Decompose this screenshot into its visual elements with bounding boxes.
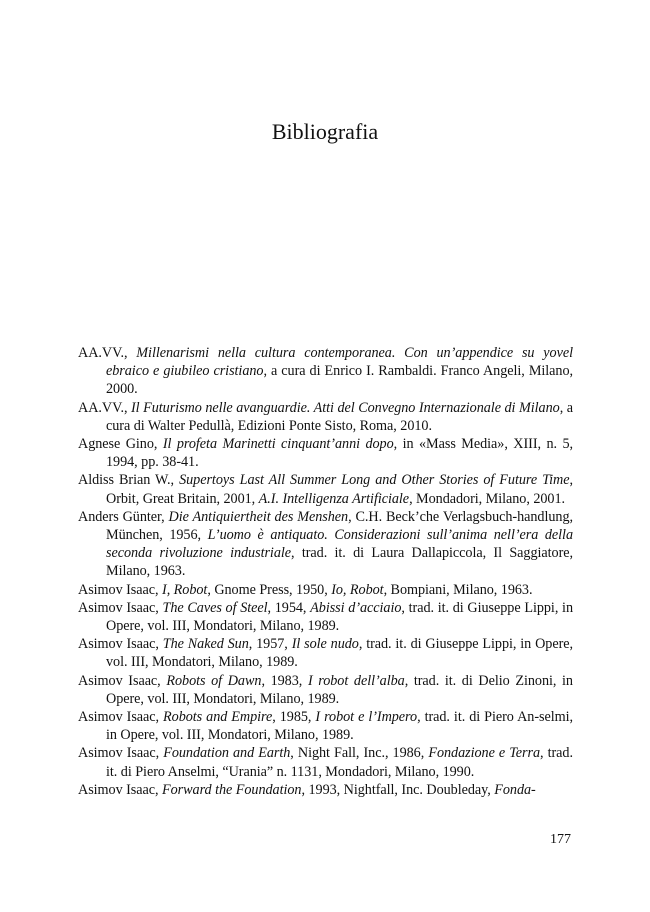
bibliography-text: , 1957,	[248, 636, 292, 653]
bibliography-text: , 1954,	[267, 599, 311, 616]
bibliography-entry	[78, 781, 573, 799]
bibliography-text: , Gnome Press, 1950,	[207, 581, 332, 598]
bibliography-title-text: I, Robot	[162, 581, 208, 598]
bibliography-title-text: The Caves of Steel	[162, 599, 268, 616]
bibliography-entry	[78, 471, 573, 507]
bibliography-text: , trad. it. di Giuseppe Lippi, in Opere, vol. III, Mondatori, Milano, 1989.	[106, 599, 573, 635]
bibliography-text: AA.VV.,	[78, 399, 131, 416]
bibliography-text: , trad. it. di Delio Zinoni, in Opere, vol. III, Mondatori, Milano, 1989.	[106, 672, 573, 707]
bibliography-text: , trad. it. di Piero Anselmi, “Urania” n. 1131, Mondadori, Milano, 1990.	[106, 745, 573, 780]
bibliography-text: Asimov Isaac,	[78, 672, 167, 689]
bibliography-title-text: Robots of Dawn	[166, 672, 262, 689]
bibliography-text: , 1985,	[272, 709, 316, 726]
bibliography-text: , trad. it. di Giuseppe Lippi, in Opere, vol. III, Mondatori, Milano, 1989.	[106, 636, 573, 671]
bibliography-title-text: I robot e l’Impero	[315, 709, 418, 726]
bibliography-text: , a cura di Enrico I. Rambaldi. Franco Angeli, Milano, 2000.	[106, 363, 573, 398]
bibliography-text: Anders Günter,	[78, 508, 169, 525]
bibliography-text: , Orbit, Great Britain, 2001,	[106, 472, 573, 507]
page-title: Bibliografia	[271, 119, 379, 144]
bibliography-text: , 1993, Nightfall, Inc. Doubleday,	[301, 781, 495, 798]
bibliography-title-text: Il sole nudo	[291, 636, 359, 653]
bibliography-entry	[78, 635, 573, 671]
bibliography-entry	[78, 708, 573, 744]
bibliography-text: Aldiss Brian W.,	[78, 472, 180, 489]
bibliography-text: AA.VV.,	[78, 345, 137, 361]
bibliography-text: , Night Fall, Inc., 1986,	[290, 745, 429, 762]
bibliography-text: , 1983,	[261, 672, 308, 689]
bibliography-entry	[78, 399, 573, 435]
bibliography-title-text: Millenarismi nella cultura contemporanea. Con un’appendice su yovel ebraico e giubileo cristiano	[106, 345, 573, 380]
bibliography-title-text: Forward the Foundation	[162, 781, 302, 798]
bibliography-title-text: The Naked Sun	[162, 636, 249, 653]
bibliography-title-text: Io, Robot	[331, 581, 384, 598]
bibliography-title-text: Il Futurismo nelle avanguardie. Atti del Convegno Internazionale di Milano	[131, 399, 560, 416]
bibliography-text: Asimov Isaac,	[78, 636, 163, 653]
bibliography-text: Asimov Isaac,	[78, 781, 163, 798]
bibliography-title-text: Robots and Empire	[163, 709, 273, 726]
bibliography-entry	[78, 581, 573, 599]
bibliography-title-text: A.I. Intelligenza Artificiale	[258, 490, 410, 507]
bibliography-text: Agnese Gino,	[78, 436, 163, 453]
bibliography-text: Asimov Isaac,	[78, 709, 164, 726]
bibliography-entry	[78, 344, 573, 399]
bibliography-text: , Mondadori, Milano, 2001.	[409, 490, 565, 507]
bibliography-text: Asimov Isaac,	[78, 745, 164, 762]
bibliography-entry	[78, 435, 573, 471]
bibliography-title-text: Fondazione e Terra	[428, 745, 541, 762]
bibliography-entry	[78, 508, 573, 581]
bibliography-entry	[78, 599, 573, 635]
bibliography-text: , trad. it. di Piero An-selmi, in Opere, vol. III, Mondatori, Milano, 1989.	[106, 709, 573, 744]
bibliography-text: , in «Mass Media», XIII, n. 5, 1994, pp. 38-41.	[106, 436, 573, 471]
bibliography-title-text: Foundation and Earth	[163, 745, 291, 762]
bibliography-title-text: Die Antiquiertheit des Menshen	[168, 508, 349, 525]
bibliography-title-text: Supertoys Last All Summer Long and Other Stories of Future Time	[179, 472, 570, 489]
bibliography-text: , Bompiani, Milano, 1963.	[383, 581, 533, 598]
bibliography-text: , C.H. Beck’che Verlagsbuch-handlung, München, 1956,	[106, 508, 573, 544]
bibliography-text: Asimov Isaac,	[78, 599, 163, 616]
bibliography-text: , a cura di Walter Pedullà, Edizioni Ponte Sisto, Roma, 2010.	[106, 399, 573, 434]
bibliography-title-text: I robot dell’alba	[307, 672, 405, 689]
bibliography-title-text: Il profeta Marinetti cinquant’anni dopo	[162, 436, 394, 453]
bibliography-title-text: Abissi d’acciaio	[310, 599, 402, 616]
bibliography-list	[78, 344, 573, 799]
bibliography-entry	[78, 672, 573, 708]
bibliography-entry	[78, 744, 573, 780]
page-number: 177	[550, 832, 571, 847]
bibliography-title-text: L’uomo è antiquato. Considerazioni sull’anima nell’era della seconda rivoluzione industriale	[106, 527, 573, 562]
bibliography-text: Asimov Isaac,	[78, 581, 163, 598]
bibliography-title-text: Fonda-	[494, 781, 536, 798]
bibliography-text: , trad. it. di Laura Dallapiccola, Il Saggiatore, Milano, 1963.	[106, 545, 573, 580]
